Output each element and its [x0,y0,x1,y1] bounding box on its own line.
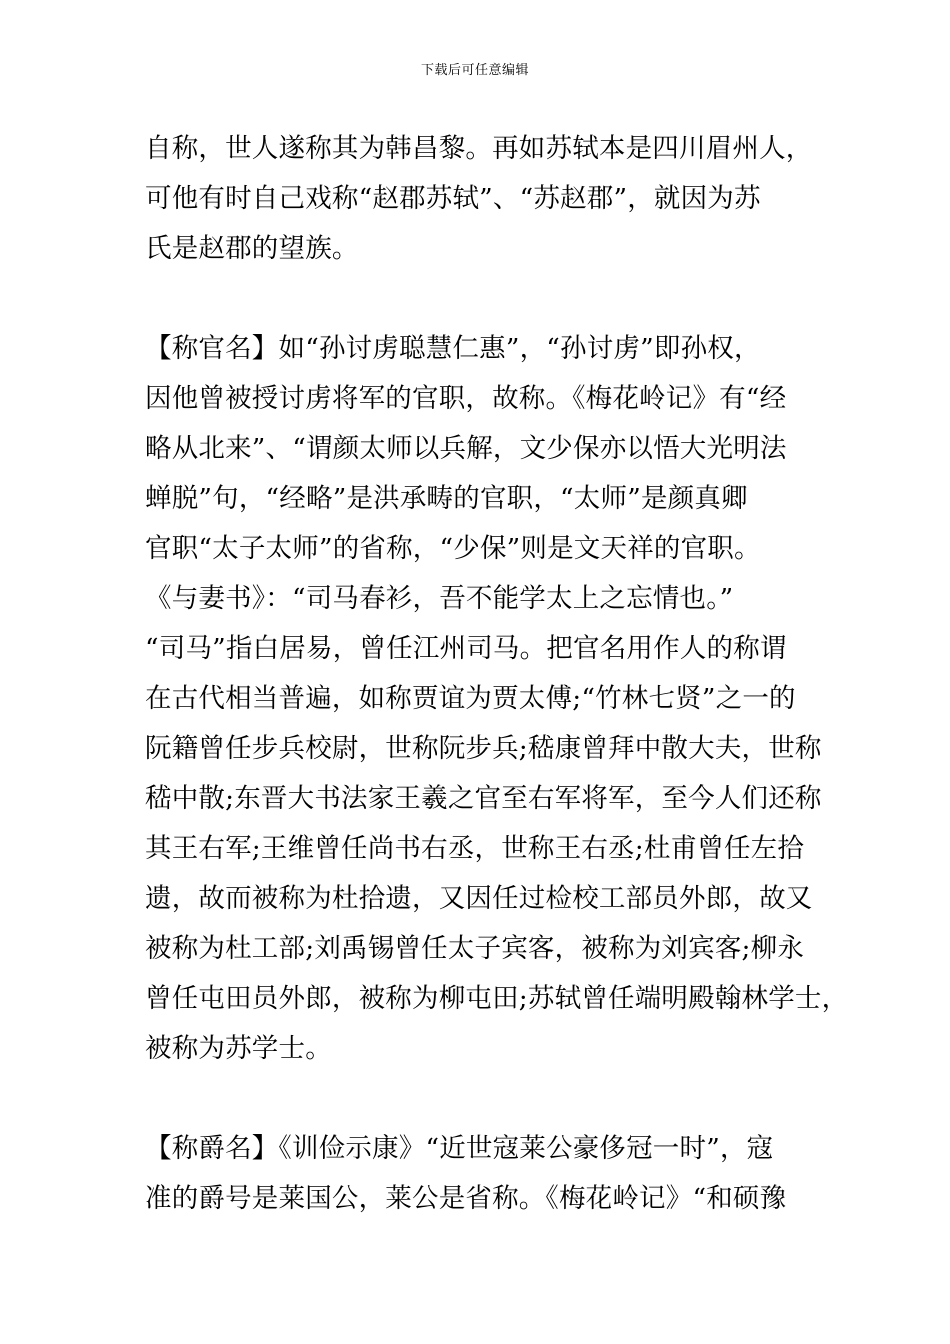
text-line: 阮籍曾任步兵校尉，世称阮步兵;嵇康曾拜中散大夫，世称 [145,733,822,764]
text-line: 因他曾被授讨虏将军的官职，故称。《梅花岭记》有“经 [145,383,787,414]
paragraph-3 [145,1124,835,1224]
text-line: “司马”指白居易，曾任江州司马。把官名用作人的称谓 [145,633,787,664]
text-line: 被称为苏学士。 [145,1033,332,1064]
paragraph-1 [145,124,835,274]
text-line: 在古代相当普遍，如称贾谊为贾太傅;“竹林七贤”之一的 [145,683,796,714]
text-line: 【称爵名】《训俭示康》“近世寇莱公豪侈冠一时”，寇 [145,1133,774,1164]
text-line: 被称为杜工部;刘禹锡曾任太子宾客，被称为刘宾客;柳永 [145,933,805,964]
text-line: 【称官名】如“孙讨虏聪慧仁惠”，“孙讨虏”即孙权， [145,333,761,364]
text-line: 准的爵号是莱国公，莱公是省称。《梅花岭记》“和硕豫 [145,1183,787,1214]
text-line: 官职“太子太师”的省称，“少保”则是文天祥的官职。 [145,533,761,564]
text-line: 其王右军;王维曾任尚书右丞，世称王右丞;杜甫曾任左拾 [145,833,805,864]
text-line: 曾任屯田员外郎，被称为柳屯田;苏轼曾任端明殿翰林学士， [145,983,849,1014]
text-line: 蝉脱”句，“经略”是洪承畴的官职，“太师”是颜真卿 [145,483,748,514]
text-line: 自称，世人遂称其为韩昌黎。再如苏轼本是四川眉州人， [145,133,813,164]
text-line: 遗，故而被称为杜拾遗，又因任过检校工部员外郎，故又 [145,883,813,914]
paragraph-spacer [145,1074,835,1124]
text-line: 《与妻书》：“司马春衫，吾不能学太上之忘情也。” [145,583,734,614]
paragraph-2 [145,324,849,1074]
text-line: 氏是赵郡的望族。 [145,233,359,264]
paragraph-spacer [145,274,835,324]
page-header: 下载后可任意编辑 [420,63,529,78]
text-line: 略从北来”、“谓颜太师以兵解，文少保亦以悟大光明法 [145,433,787,464]
text-line: 可他有时自己戏称“赵郡苏轼”、“苏赵郡”，就因为苏 [145,183,761,214]
text-line: 嵇中散;东晋大书法家王羲之官至右军将军，至今人们还称 [145,783,822,814]
document-body [145,124,849,1224]
